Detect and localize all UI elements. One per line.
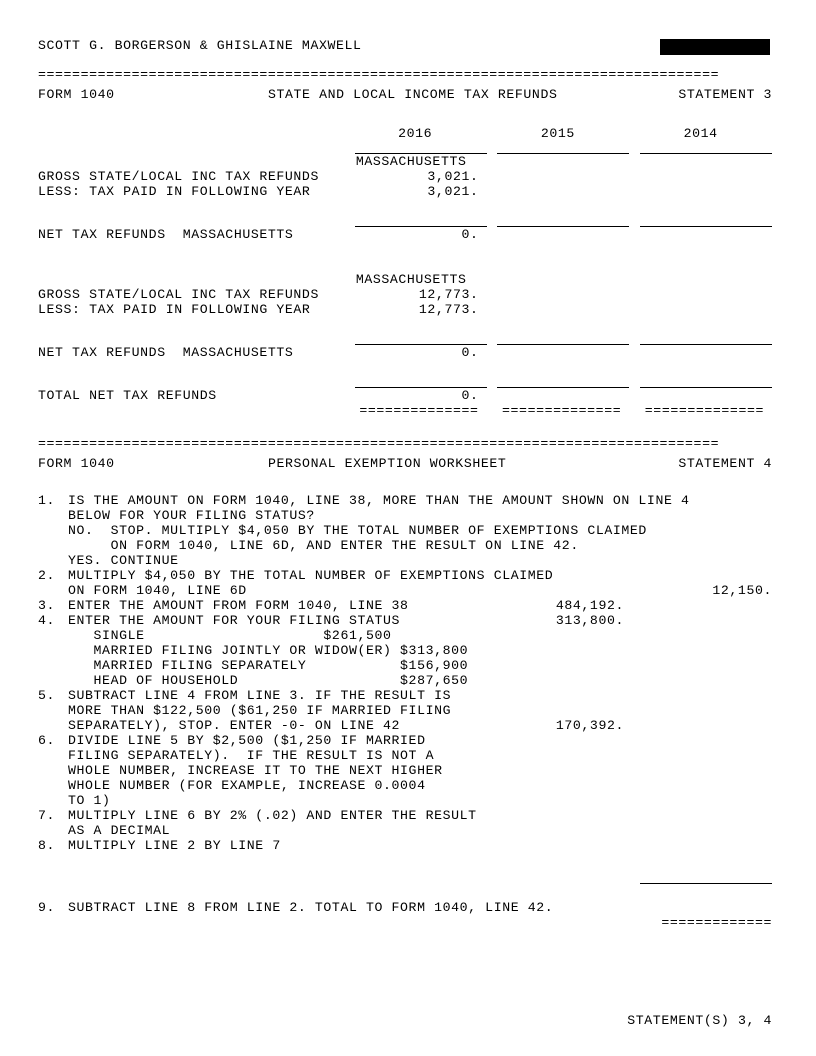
line-number: 1. — [38, 493, 56, 508]
statement3-top-rule: ================================================================================ — [38, 71, 720, 81]
total-rule-row — [38, 375, 772, 388]
spacer — [38, 884, 772, 900]
worksheet-line-final — [38, 900, 772, 915]
block2-row0-2014 — [629, 287, 772, 302]
statement3-title-row — [38, 87, 772, 102]
line-number: 7. — [38, 808, 56, 823]
line-value: 12,150. — [712, 583, 772, 598]
worksheet-line — [38, 493, 772, 508]
eq-rule-2015: ============== — [502, 403, 622, 418]
line-number — [38, 763, 68, 778]
block2-row1-label: LESS: TAX PAID IN FOLLOWING YEAR — [38, 302, 311, 317]
spacer — [38, 853, 772, 883]
year-header-2015: 2015 — [540, 126, 575, 141]
eq-rule-2014: ============== — [644, 403, 764, 418]
line-number: 9. — [38, 900, 56, 915]
worksheet-line — [38, 823, 772, 838]
block1-row0-2014 — [629, 169, 772, 184]
line-text: ENTER THE AMOUNT FROM FORM 1040, LINE 38 — [68, 598, 409, 613]
page-footer: STATEMENT(S) 3, 4 — [627, 1013, 772, 1028]
block2-row0-label: GROSS STATE/LOCAL INC TAX REFUNDS — [38, 287, 319, 302]
eq-rule-final: ============= — [661, 915, 772, 930]
line-number — [38, 748, 68, 763]
year-header-2014: 2014 — [683, 126, 718, 141]
line-text: IS THE AMOUNT ON FORM 1040, LINE 38, MORE THAN THE AMOUNT SHOWN ON LINE 4 — [68, 493, 690, 508]
line-text: MULTIPLY LINE 2 BY LINE 7 — [68, 838, 281, 853]
statement4-form: FORM 1040 — [38, 456, 115, 471]
line-number — [38, 628, 68, 643]
line-text: ON FORM 1040, LINE 6D, AND ENTER THE RESULT ON LINE 42. — [68, 538, 579, 553]
block2-net-value: 0. — [461, 345, 479, 360]
worksheet-line — [38, 808, 772, 823]
line-text: MULTIPLY $4,050 BY THE TOTAL NUMBER OF EXEMPTIONS CLAIMED — [68, 568, 554, 583]
taxpayer-name: SCOTT G. BORGERSON & GHISLAINE MAXWELL — [38, 38, 362, 53]
worksheet-line — [38, 613, 772, 628]
line-value: 313,800. — [555, 613, 624, 628]
line-text: MARRIED FILING JOINTLY OR WIDOW(ER) $313,800 — [68, 643, 469, 658]
block1-row1-2015 — [487, 184, 630, 199]
block1-subtotal-rule-row — [38, 214, 772, 227]
line-value: 170,392. — [555, 718, 624, 733]
block2-row1-2016: 12,773. — [418, 302, 479, 317]
block2-state-row — [38, 272, 772, 287]
table-row — [38, 302, 772, 317]
line-text: FILING SEPARATELY). IF THE RESULT IS NOT A — [68, 748, 435, 763]
line-number — [38, 508, 68, 523]
total-label: TOTAL NET TAX REFUNDS — [38, 388, 217, 403]
line-text: SUBTRACT LINE 8 FROM LINE 2. TOTAL TO FORM 1040, LINE 42. — [68, 900, 554, 915]
line-number — [38, 643, 68, 658]
line-number — [38, 553, 68, 568]
eq-rule-2016: ============== — [359, 403, 479, 418]
block1-row0-label: GROSS STATE/LOCAL INC TAX REFUNDS — [38, 169, 319, 184]
line-text: MULTIPLY LINE 6 BY 2% (.02) AND ENTER THE RESULT — [68, 808, 477, 823]
final-double-rule-row — [38, 915, 772, 930]
line-number — [38, 823, 68, 838]
total-row — [38, 388, 772, 403]
block1-net-row — [38, 227, 772, 242]
worksheet-line — [38, 688, 772, 703]
block2-net-label: NET TAX REFUNDS MASSACHUSETTS — [38, 345, 294, 360]
block1-net-value: 0. — [461, 227, 479, 242]
statement3-number: STATEMENT 3 — [678, 87, 772, 102]
worksheet-line — [38, 643, 772, 658]
worksheet-line — [38, 583, 772, 598]
block2-row0-2015 — [487, 287, 630, 302]
block2-subtotal-rule-row — [38, 332, 772, 345]
block1-state-row — [38, 154, 772, 169]
worksheet-line — [38, 568, 772, 583]
worksheet-line — [38, 718, 772, 733]
line-value: 484,192. — [555, 598, 624, 613]
year-header-underline-row — [38, 141, 772, 154]
worksheet-line — [38, 523, 772, 538]
year-header-row — [38, 126, 772, 141]
worksheet-line — [38, 838, 772, 853]
line-number — [38, 778, 68, 793]
worksheet-line — [38, 658, 772, 673]
block1-row1-2016: 3,021. — [427, 184, 479, 199]
block2-row0-2016: 12,773. — [418, 287, 479, 302]
block1-state-name: MASSACHUSETTS — [355, 154, 467, 169]
line-text: SUBTRACT LINE 4 FROM LINE 3. IF THE RESULT IS — [68, 688, 452, 703]
line-text: ENTER THE AMOUNT FOR YOUR FILING STATUS — [68, 613, 401, 628]
table-row — [38, 184, 772, 199]
line-number — [38, 793, 68, 808]
line-number: 2. — [38, 568, 56, 583]
worksheet-line — [38, 673, 772, 688]
line-number — [38, 703, 68, 718]
line-text: MORE THAN $122,500 ($61,250 IF MARRIED FILING — [68, 703, 452, 718]
statement3-title: STATE AND LOCAL INCOME TAX REFUNDS — [268, 87, 558, 102]
refunds-table — [38, 126, 772, 418]
statement4-title: PERSONAL EXEMPTION WORKSHEET — [268, 456, 507, 471]
block2-net-row — [38, 345, 772, 360]
line-text: WHOLE NUMBER, INCREASE IT TO THE NEXT HIGHER — [68, 763, 443, 778]
line-text: SINGLE $261,500 — [68, 628, 392, 643]
worksheet-line — [38, 793, 772, 808]
worksheet-line — [38, 553, 772, 568]
block1-net-label: NET TAX REFUNDS MASSACHUSETTS — [38, 227, 294, 242]
line-number: 5. — [38, 688, 56, 703]
worksheet-line — [38, 763, 772, 778]
line-text: DIVIDE LINE 5 BY $2,500 ($1,250 IF MARRIED — [68, 733, 426, 748]
block2-row1-2014 — [629, 302, 772, 317]
line-number: 3. — [38, 598, 56, 613]
page-header — [38, 38, 772, 55]
worksheet-line — [38, 733, 772, 748]
line-number: 8. — [38, 838, 56, 853]
worksheet-line — [38, 538, 772, 553]
line-number — [38, 673, 68, 688]
block1-row1-label: LESS: TAX PAID IN FOLLOWING YEAR — [38, 184, 311, 199]
statement3-form: FORM 1040 — [38, 87, 115, 102]
line-number — [38, 718, 68, 733]
table-row — [38, 287, 772, 302]
line-number: 4. — [38, 613, 56, 628]
personal-exemption-worksheet — [38, 493, 772, 930]
statement4-title-row — [38, 456, 772, 471]
worksheet-line — [38, 748, 772, 763]
worksheet-line — [38, 508, 772, 523]
table-row — [38, 169, 772, 184]
line-number — [38, 538, 68, 553]
block1-row0-2015 — [487, 169, 630, 184]
block1-row0-2016: 3,021. — [427, 169, 479, 184]
worksheet-line — [38, 598, 772, 613]
total-value: 0. — [461, 388, 479, 403]
statement4-number: STATEMENT 4 — [678, 456, 772, 471]
line-number — [38, 583, 68, 598]
statement4-top-rule: ================================================================================ — [38, 440, 720, 450]
line-text: HEAD OF HOUSEHOLD $287,650 — [68, 673, 469, 688]
worksheet-line — [38, 628, 772, 643]
redacted-ssn-block — [660, 39, 770, 55]
line-text: AS A DECIMAL — [68, 823, 171, 838]
year-header-2016: 2016 — [398, 126, 433, 141]
line-number — [38, 658, 68, 673]
total-double-rule-row — [38, 403, 772, 418]
block1-row1-2014 — [629, 184, 772, 199]
line-text: BELOW FOR YOUR FILING STATUS? — [68, 508, 315, 523]
block2-row1-2015 — [487, 302, 630, 317]
block2-state-name: MASSACHUSETTS — [355, 272, 467, 287]
worksheet-line — [38, 703, 772, 718]
line-text: TO 1) — [68, 793, 111, 808]
line-text: SEPARATELY), STOP. ENTER -0- ON LINE 42 — [68, 718, 401, 733]
line-text: ON FORM 1040, LINE 6D — [68, 583, 247, 598]
line-text: MARRIED FILING SEPARATELY $156,900 — [68, 658, 469, 673]
line-number: 6. — [38, 733, 56, 748]
line-text: YES. CONTINUE — [68, 553, 179, 568]
line-text: WHOLE NUMBER (FOR EXAMPLE, INCREASE 0.0004 — [68, 778, 426, 793]
worksheet-line — [38, 778, 772, 793]
line-text: NO. STOP. MULTIPLY $4,050 BY THE TOTAL NUMBER OF EXEMPTIONS CLAIMED — [68, 523, 647, 538]
line-number — [38, 523, 68, 538]
